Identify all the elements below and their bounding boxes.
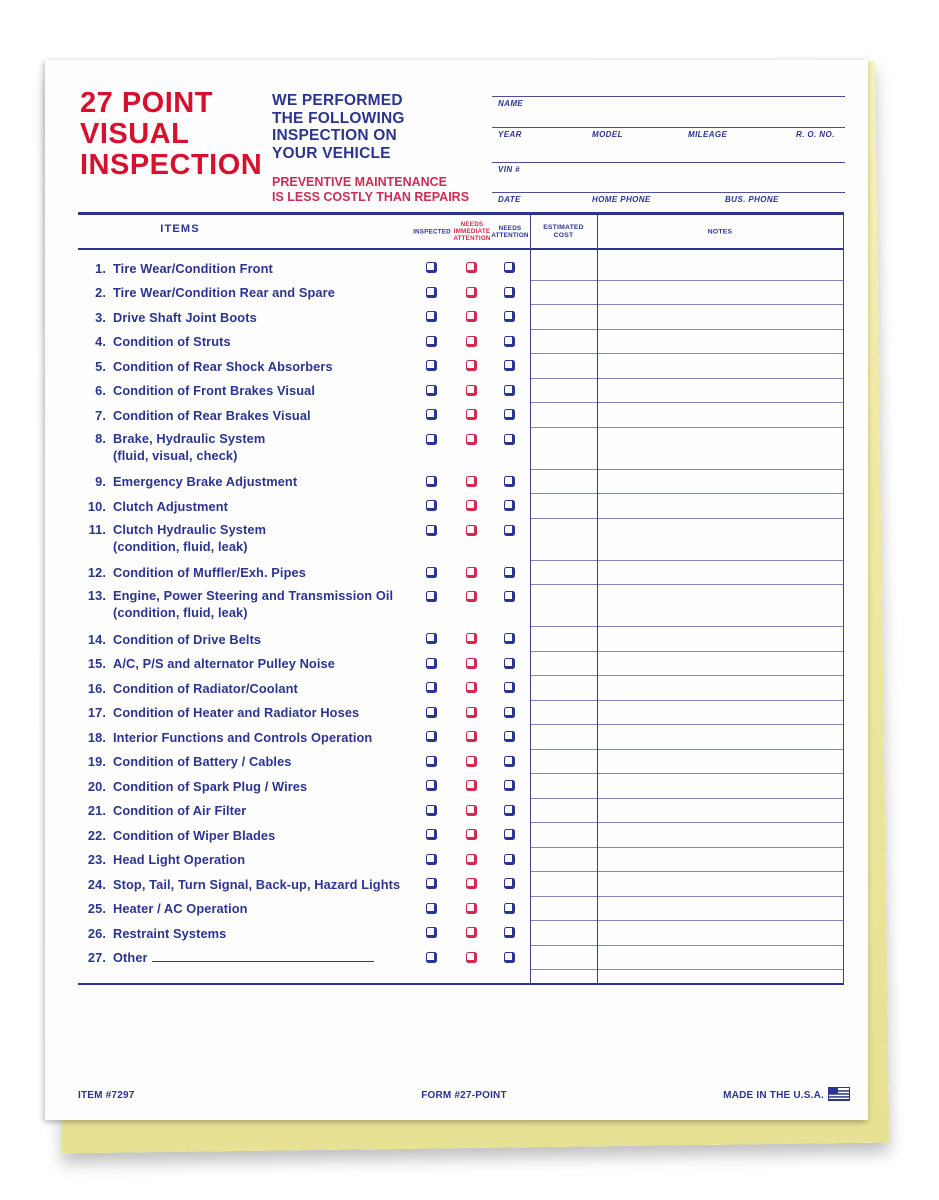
notes-column-header: NOTES: [707, 227, 733, 235]
item-number: 19.: [87, 754, 106, 770]
checkbox-inspected[interactable]: [426, 952, 437, 963]
items-column-header: ITEMS: [160, 223, 200, 235]
notes-cell[interactable]: [597, 750, 843, 775]
checkbox-inspected[interactable]: [426, 287, 437, 298]
estimated-cost-cell[interactable]: [530, 470, 597, 495]
checkbox-needs-immediate-attention[interactable]: [466, 633, 477, 644]
item-number: 23.: [87, 852, 106, 868]
table-header: [78, 215, 843, 250]
item-number: 13.: [87, 588, 106, 603]
estimated-cost-cell[interactable]: [530, 701, 597, 726]
item-label: A/C, P/S and alternator Pulley Noise: [113, 656, 335, 672]
estimated-cost-column-header: ESTIMATED COST: [543, 223, 584, 239]
table-row: [78, 921, 843, 946]
checkbox-needs-immediate-attention[interactable]: [466, 805, 477, 816]
notes-cell[interactable]: [597, 585, 843, 627]
item-label: Clutch Adjustment: [113, 498, 228, 514]
checkbox-needs-immediate-attention[interactable]: [466, 731, 477, 742]
notes-cell[interactable]: [597, 519, 843, 561]
checkbox-needs-immediate-attention[interactable]: [466, 927, 477, 938]
checkbox-needs-immediate-attention[interactable]: [466, 591, 477, 602]
checkbox-inspected[interactable]: [426, 878, 437, 889]
notes-cell[interactable]: [597, 946, 843, 971]
checkbox-needs-attention[interactable]: [504, 360, 515, 371]
checkbox-inspected[interactable]: [426, 682, 437, 693]
estimated-cost-cell[interactable]: [530, 561, 597, 586]
checkbox-needs-immediate-attention[interactable]: [466, 903, 477, 914]
item-number: 15.: [87, 656, 106, 672]
checkbox-inspected[interactable]: [426, 385, 437, 396]
item-number: 24.: [87, 876, 106, 892]
inspection-form-page: [45, 60, 868, 1120]
notes-cell[interactable]: [597, 561, 843, 586]
checkbox-needs-attention[interactable]: [504, 952, 515, 963]
item-number: 21.: [87, 803, 106, 819]
notes-cell[interactable]: [597, 330, 843, 355]
item-number: 7.: [95, 407, 106, 423]
home-phone-label: HOME PHONE: [592, 195, 651, 204]
form-title: [80, 88, 262, 181]
table-row: [78, 519, 843, 561]
form-title-line: VISUAL: [80, 118, 190, 150]
other-write-in-line[interactable]: [152, 950, 374, 962]
notes-cell[interactable]: [597, 379, 843, 404]
preventive-slogan: PREVENTIVE MAINTENANCE IS LESS COSTLY THAN REPAIRS: [272, 175, 470, 204]
item-label: Condition of Heater and Radiator Hoses: [113, 705, 360, 721]
notes-cell[interactable]: [597, 627, 843, 652]
estimated-cost-cell[interactable]: [530, 725, 597, 750]
checkbox-needs-immediate-attention[interactable]: [466, 780, 477, 791]
ro-no-label: R. O. NO.: [796, 130, 835, 139]
inspection-table: [78, 212, 844, 985]
checkbox-needs-attention[interactable]: [504, 854, 515, 865]
item-label: Heater / AC Operation: [113, 901, 248, 917]
estimated-cost-cell[interactable]: [530, 627, 597, 652]
checkbox-inspected[interactable]: [426, 567, 437, 578]
item-label: Condition of Muffler/Exh. Pipes: [113, 565, 306, 581]
notes-cell[interactable]: [597, 403, 843, 428]
checkbox-inspected[interactable]: [426, 476, 437, 487]
table-row: [78, 750, 843, 775]
checkbox-needs-attention[interactable]: [504, 829, 515, 840]
table-row: [78, 799, 843, 824]
checkbox-inspected[interactable]: [426, 525, 437, 536]
table-row: [78, 281, 843, 306]
bus-phone-label: BUS. PHONE: [725, 195, 779, 204]
checkbox-needs-immediate-attention[interactable]: [466, 385, 477, 396]
checkbox-needs-immediate-attention[interactable]: [466, 567, 477, 578]
item-number: 10.: [87, 498, 106, 514]
year-label: YEAR: [498, 130, 522, 139]
estimated-cost-cell[interactable]: [530, 848, 597, 873]
estimated-cost-cell[interactable]: [530, 379, 597, 404]
item-label: Brake, Hydraulic System: [113, 430, 266, 446]
checkbox-needs-attention[interactable]: [504, 336, 515, 347]
table-row: [78, 652, 843, 677]
checkbox-needs-attention[interactable]: [504, 311, 515, 322]
item-number: 27.: [87, 950, 106, 966]
checkbox-inspected[interactable]: [426, 805, 437, 816]
table-row: [78, 470, 843, 495]
us-flag-icon: [828, 1087, 850, 1104]
item-label: Tire Wear/Condition Rear and Spare: [113, 285, 335, 301]
table-row: [78, 330, 843, 355]
item-label: Condition of Spark Plug / Wires: [113, 778, 308, 794]
field-row: [492, 192, 845, 205]
item-sublabel: (condition, fluid, leak): [113, 538, 248, 554]
notes-column-divider: [597, 215, 598, 983]
estimated-cost-cell[interactable]: [530, 281, 597, 306]
estimated-cost-cell[interactable]: [530, 799, 597, 824]
table-row: [78, 774, 843, 799]
item-label: Condition of Battery / Cables: [113, 754, 292, 770]
checkbox-needs-attention[interactable]: [504, 731, 515, 742]
checkbox-needs-immediate-attention[interactable]: [466, 311, 477, 322]
item-number: 5.: [95, 358, 106, 374]
estimated-cost-cell[interactable]: [530, 750, 597, 775]
table-row: [78, 256, 843, 281]
estimated-cost-cell[interactable]: [530, 330, 597, 355]
table-row: [78, 701, 843, 726]
item-label: Stop, Tail, Turn Signal, Back-up, Hazard Lights: [113, 876, 401, 892]
item-number: 11.: [88, 521, 106, 537]
form-title-line: INSPECTION: [80, 149, 263, 181]
estimated-cost-cell[interactable]: [530, 403, 597, 428]
item-number: 17.: [87, 705, 106, 721]
estimated-cost-cell[interactable]: [530, 652, 597, 677]
checkbox-needs-immediate-attention[interactable]: [466, 262, 477, 273]
made-in-usa: [630, 1087, 850, 1104]
table-row: [78, 494, 843, 519]
item-label: Restraint Systems: [113, 925, 227, 941]
notes-cell[interactable]: [597, 897, 843, 922]
checkbox-needs-attention[interactable]: [504, 591, 515, 602]
checkbox-needs-attention[interactable]: [504, 385, 515, 396]
table-row: [78, 305, 843, 330]
notes-cell[interactable]: [597, 256, 843, 281]
item-label: Head Light Operation: [113, 852, 246, 868]
item-number: 4.: [95, 334, 106, 350]
estimated-cost-cell[interactable]: [530, 305, 597, 330]
checkbox-needs-attention[interactable]: [504, 658, 515, 669]
checkbox-inspected[interactable]: [426, 707, 437, 718]
checkbox-inspected[interactable]: [426, 360, 437, 371]
estimated-cost-cell[interactable]: [530, 519, 597, 561]
estimated-cost-cell[interactable]: [530, 946, 597, 971]
checkbox-needs-immediate-attention[interactable]: [466, 287, 477, 298]
table-row: [78, 561, 843, 586]
mileage-label: MILEAGE: [688, 130, 728, 139]
checkbox-inspected[interactable]: [426, 854, 437, 865]
table-row: [78, 403, 843, 428]
checkbox-inspected[interactable]: [426, 591, 437, 602]
checkbox-needs-attention[interactable]: [504, 476, 515, 487]
estimated-cost-cell[interactable]: [530, 921, 597, 946]
estimated-cost-cell[interactable]: [530, 354, 597, 379]
checkbox-needs-immediate-attention[interactable]: [466, 525, 477, 536]
checkbox-needs-attention[interactable]: [504, 262, 515, 273]
notes-cell[interactable]: [597, 823, 843, 848]
table-row: [78, 379, 843, 404]
checkbox-inspected[interactable]: [426, 903, 437, 914]
checkbox-needs-attention[interactable]: [504, 903, 515, 914]
item-label: Emergency Brake Adjustment: [113, 474, 298, 490]
notes-cell[interactable]: [597, 305, 843, 330]
item-number: 16.: [87, 680, 106, 696]
checkbox-needs-attention[interactable]: [504, 500, 515, 511]
item-number: 14.: [87, 631, 106, 647]
form-number-text: FORM #27-POINT: [421, 1089, 507, 1101]
table-row: [78, 354, 843, 379]
item-label: Condition of Drive Belts: [113, 631, 262, 647]
cost-column-divider: [530, 215, 531, 983]
item-number-text: ITEM #7297: [78, 1089, 135, 1101]
checkbox-inspected[interactable]: [426, 434, 437, 445]
checkbox-needs-immediate-attention[interactable]: [466, 336, 477, 347]
checkbox-inspected[interactable]: [426, 731, 437, 742]
checkbox-inspected[interactable]: [426, 633, 437, 644]
item-label: Other: [113, 950, 374, 965]
item-label: Interior Functions and Controls Operation: [113, 729, 373, 745]
notes-cell[interactable]: [597, 701, 843, 726]
item-number: 8.: [95, 430, 106, 446]
date-label: DATE: [498, 195, 521, 204]
item-number: 22.: [87, 827, 106, 843]
item-label: Drive Shaft Joint Boots: [113, 309, 257, 325]
performed-statement: WE PERFORMED THE FOLLOWING INSPECTION ON YOUR VEHICLE: [272, 92, 405, 162]
model-label: MODEL: [592, 130, 623, 139]
field-row: [492, 96, 845, 109]
checkbox-needs-immediate-attention[interactable]: [466, 878, 477, 889]
item-label: Tire Wear/Condition Front: [113, 260, 273, 276]
made-in-usa-text: MADE IN THE U.S.A.: [723, 1089, 824, 1101]
item-number: 20.: [87, 778, 106, 794]
item-number: 12.: [87, 565, 106, 581]
checkbox-needs-immediate-attention[interactable]: [466, 829, 477, 840]
item-number: 1.: [95, 260, 106, 276]
checkbox-inspected[interactable]: [426, 409, 437, 420]
notes-cell[interactable]: [597, 799, 843, 824]
notes-cell[interactable]: [597, 494, 843, 519]
item-sublabel: (condition, fluid, leak): [113, 605, 248, 620]
item-number: 26.: [87, 925, 106, 941]
checkbox-needs-immediate-attention[interactable]: [466, 707, 477, 718]
estimated-cost-cell[interactable]: [530, 872, 597, 897]
customer-fields: [492, 60, 845, 210]
notes-cell[interactable]: [597, 872, 843, 897]
checkbox-needs-attention[interactable]: [504, 409, 515, 420]
estimated-cost-cell[interactable]: [530, 823, 597, 848]
checkbox-inspected[interactable]: [426, 500, 437, 511]
checkbox-inspected[interactable]: [426, 780, 437, 791]
estimated-cost-cell[interactable]: [530, 256, 597, 281]
notes-cell[interactable]: [597, 848, 843, 873]
item-label: Condition of Rear Brakes Visual: [113, 407, 311, 423]
checkbox-needs-attention[interactable]: [504, 805, 515, 816]
item-number: 25.: [87, 901, 106, 917]
item-number: 9.: [95, 474, 106, 490]
table-row: [78, 897, 843, 922]
notes-cell[interactable]: [597, 354, 843, 379]
checkbox-inspected[interactable]: [426, 927, 437, 938]
item-label: Condition of Rear Shock Absorbers: [113, 358, 333, 374]
item-label: Condition of Struts: [113, 334, 231, 350]
checkbox-needs-immediate-attention[interactable]: [466, 952, 477, 963]
checkbox-needs-attention[interactable]: [504, 878, 515, 889]
notes-cell[interactable]: [597, 652, 843, 677]
checkbox-needs-attention[interactable]: [504, 927, 515, 938]
item-number: 2.: [95, 285, 106, 301]
page-footer: [78, 1086, 850, 1104]
checkbox-needs-immediate-attention[interactable]: [466, 434, 477, 445]
estimated-cost-cell[interactable]: [530, 585, 597, 627]
estimated-cost-cell[interactable]: [530, 428, 597, 470]
table-row: [78, 585, 843, 627]
notes-cell[interactable]: [597, 428, 843, 470]
notes-cell[interactable]: [597, 725, 843, 750]
field-row: [492, 162, 845, 175]
checkbox-needs-attention[interactable]: [504, 682, 515, 693]
estimated-cost-cell[interactable]: [530, 676, 597, 701]
item-sublabel: (fluid, visual, check): [113, 447, 238, 463]
checkbox-needs-immediate-attention[interactable]: [466, 658, 477, 669]
table-row: [78, 725, 843, 750]
checkbox-needs-attention[interactable]: [504, 567, 515, 578]
checkbox-needs-attention[interactable]: [504, 287, 515, 298]
checkbox-needs-attention[interactable]: [504, 525, 515, 536]
name-label: NAME: [498, 99, 524, 108]
checkbox-needs-attention[interactable]: [504, 633, 515, 644]
table-row: [78, 872, 843, 897]
item-number: 3.: [95, 309, 106, 325]
checkbox-needs-attention[interactable]: [504, 780, 515, 791]
checkbox-inspected[interactable]: [426, 311, 437, 322]
checkbox-needs-immediate-attention[interactable]: [466, 682, 477, 693]
checkbox-inspected[interactable]: [426, 756, 437, 767]
field-row: [492, 127, 845, 140]
checkbox-inspected[interactable]: [426, 262, 437, 273]
estimated-cost-cell[interactable]: [530, 774, 597, 799]
checkbox-needs-immediate-attention[interactable]: [466, 476, 477, 487]
table-body: [78, 250, 843, 983]
notes-cell[interactable]: [597, 281, 843, 306]
item-number: 18.: [87, 729, 106, 745]
checkbox-needs-immediate-attention[interactable]: [466, 756, 477, 767]
checkbox-needs-immediate-attention[interactable]: [466, 500, 477, 511]
item-label: Condition of Front Brakes Visual: [113, 383, 316, 399]
checkbox-inspected[interactable]: [426, 829, 437, 840]
form-title-line: 27 POINT: [80, 87, 213, 119]
estimated-cost-cell[interactable]: [530, 897, 597, 922]
notes-cell[interactable]: [597, 921, 843, 946]
table-row: [78, 676, 843, 701]
item-label: Clutch Hydraulic System: [113, 521, 267, 537]
item-number: 6.: [95, 383, 106, 399]
table-row: [78, 848, 843, 873]
table-row: [78, 627, 843, 652]
checkbox-needs-immediate-attention[interactable]: [466, 360, 477, 371]
item-label: Condition of Air Filter: [113, 803, 247, 819]
table-row: [78, 823, 843, 848]
table-row: [78, 428, 843, 470]
needs-immediate-attention-column-header: NEEDS IMMEDIATE ATTENTION: [453, 220, 491, 243]
inspected-column-header: INSPECTED: [413, 227, 451, 235]
item-label: Engine, Power Steering and Transmission Oil: [113, 588, 394, 603]
checkbox-needs-attention[interactable]: [504, 756, 515, 767]
estimated-cost-cell[interactable]: [530, 494, 597, 519]
checkbox-needs-immediate-attention[interactable]: [466, 409, 477, 420]
notes-cell[interactable]: [597, 470, 843, 495]
checkbox-needs-attention[interactable]: [504, 707, 515, 718]
item-label: Condition of Radiator/Coolant: [113, 680, 298, 696]
checkbox-inspected[interactable]: [426, 336, 437, 347]
notes-cell[interactable]: [597, 774, 843, 799]
needs-attention-column-header: NEEDS ATTENTION: [491, 224, 529, 239]
table-row: [78, 946, 843, 971]
checkbox-needs-attention[interactable]: [504, 434, 515, 445]
notes-cell[interactable]: [597, 676, 843, 701]
item-label: Condition of Wiper Blades: [113, 827, 276, 843]
checkbox-needs-immediate-attention[interactable]: [466, 854, 477, 865]
checkbox-inspected[interactable]: [426, 658, 437, 669]
vin-label: VIN #: [498, 165, 521, 174]
